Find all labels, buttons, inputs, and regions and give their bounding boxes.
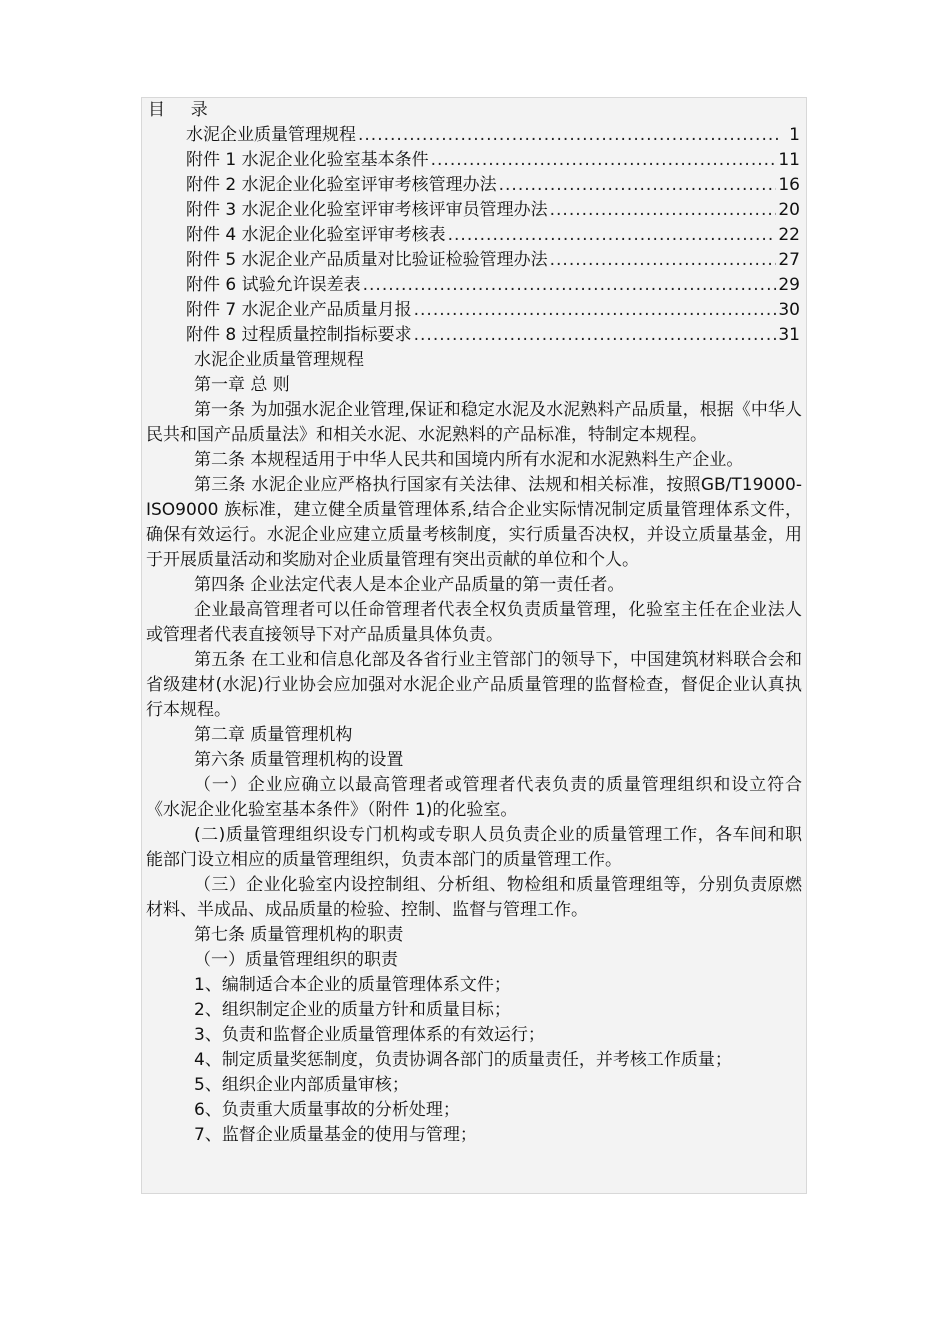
toc-leader-dots: [414, 298, 777, 323]
toc-entry-page: 31: [778, 325, 800, 345]
clause-paragraph: （一）企业应确立以最高管理者或管理者代表负责的质量管理组织和设立符合《水泥企业化验室基本条件》（附件 1)的化验室。: [146, 775, 802, 820]
toc-entry-label: 附件 7 水泥企业产品质量月报: [186, 300, 412, 320]
toc-entry-label: 附件 4 水泥企业化验室评审考核表: [186, 225, 446, 245]
toc-entry[interactable]: [146, 198, 802, 223]
toc-entry-page: 29: [778, 275, 800, 295]
list-item: 5、组织企业内部质量审核；: [194, 1075, 409, 1095]
toc-entry[interactable]: [146, 323, 802, 348]
toc-leader-dots: [550, 198, 777, 223]
toc-entry-label: 附件 2 水泥企业化验室评审考核管理办法: [186, 175, 497, 195]
toc-entry-page: 16: [778, 175, 800, 195]
toc-entry-page: 1: [789, 125, 800, 145]
toc-leader-dots: [550, 248, 777, 273]
duty-list: [146, 973, 802, 1148]
list-item: 4、制定质量奖惩制度，负责协调各部门的质量责任，并考核工作质量；: [194, 1050, 732, 1070]
toc-entry-label: 附件 3 水泥企业化验室评审考核评审员管理办法: [186, 200, 548, 220]
clause-heading: （一）质量管理组织的职责: [194, 950, 398, 970]
toc-leader-dots: [448, 223, 777, 248]
toc-entry-page: 27: [778, 250, 800, 270]
article-paragraph: 第三条 水泥企业应严格执行国家有关法律、法规和相关标准，按照GB/T19000-ISO9000 族标准，建立健全质量管理体系,结合企业实际情况制定质量管理体系文件，确保有效运行。水泥企业应建立质量考核制度，实行质量否决权，并设立质量基金，用于开展质量活动和奖励对企业质量管理有突出贡献的单位和个人。: [146, 475, 802, 570]
list-item: 2、组织制定企业的质量方针和质量目标；: [194, 1000, 511, 1020]
document-title: 水泥企业质量管理规程: [194, 350, 364, 370]
document-panel: [141, 97, 807, 1194]
toc-leader-dots: [431, 148, 777, 173]
article-paragraph: 第五条 在工业和信息化部及各省行业主管部门的领导下，中国建筑材料联合会和省级建材(水泥)行业协会应加强对水泥企业产品质量管理的监督检查，督促企业认真执行本规程。: [146, 650, 802, 720]
toc-entry[interactable]: [146, 248, 802, 273]
toc-entry-label: 水泥企业质量管理规程: [186, 125, 356, 145]
toc-leader-dots: [414, 323, 777, 348]
toc-entry-page: 30: [778, 300, 800, 320]
list-item: 6、负责重大质量事故的分析处理；: [194, 1100, 460, 1120]
toc-entry-label: 附件 6 试验允许误差表: [186, 275, 361, 295]
toc-leader-dots: [358, 123, 780, 148]
toc-entry-page: 22: [778, 225, 800, 245]
toc-entry-label: 附件 1 水泥企业化验室基本条件: [186, 150, 429, 170]
article-paragraph: 企业最高管理者可以任命管理者代表全权负责质量管理，化验室主任在企业法人或管理者代表直接领导下对产品质量具体负责。: [146, 600, 802, 645]
toc-entry[interactable]: [146, 298, 802, 323]
list-item: 1、编制适合本企业的质量管理体系文件；: [194, 975, 511, 995]
toc-list: [146, 123, 802, 348]
toc-entry-page: 11: [778, 150, 800, 170]
list-item: 3、负责和监督企业质量管理体系的有效运行；: [194, 1025, 545, 1045]
toc-leader-dots: [363, 273, 777, 298]
toc-title: 目 录: [148, 100, 219, 120]
toc-leader-dots: [499, 173, 777, 198]
toc-entry-label: 附件 8 过程质量控制指标要求: [186, 325, 412, 345]
toc-entry-label: 附件 5 水泥企业产品质量对比验证检验管理办法: [186, 250, 548, 270]
article-paragraph: 第一条 为加强水泥企业管理,保证和稳定水泥及水泥熟料产品质量，根据《中华人民共和国产品质量法》和相关水泥、水泥熟料的产品标准，特制定本规程。: [146, 400, 802, 445]
toc-entry[interactable]: [146, 273, 802, 298]
article-paragraph: 第四条 企业法定代表人是本企业产品质量的第一责任者。: [194, 575, 625, 595]
article-heading: 第七条 质量管理机构的职责: [194, 925, 404, 945]
article-paragraph: 第二条 本规程适用于中华人民共和国境内所有水泥和水泥熟料生产企业。: [194, 450, 744, 470]
list-item: 7、监督企业质量基金的使用与管理；: [194, 1125, 477, 1145]
clause-paragraph: （三）企业化验室内设控制组、分析组、物检组和质量管理组等，分别负责原燃材料、半成品、成品质量的检验、控制、监督与管理工作。: [146, 875, 802, 920]
chapter-heading: 第一章 总 则: [194, 375, 290, 395]
toc-entry[interactable]: [146, 223, 802, 248]
article-heading: 第六条 质量管理机构的设置: [194, 750, 404, 770]
chapter-heading: 第二章 质量管理机构: [194, 725, 353, 745]
toc-entry[interactable]: [146, 173, 802, 198]
toc-entry[interactable]: [146, 123, 802, 148]
clause-paragraph: (二)质量管理组织设专门机构或专职人员负责企业的质量管理工作，各车间和职能部门设立相应的质量管理组织，负责本部门的质量管理工作。: [146, 825, 802, 870]
toc-entry-page: 20: [778, 200, 800, 220]
toc-entry[interactable]: [146, 148, 802, 173]
